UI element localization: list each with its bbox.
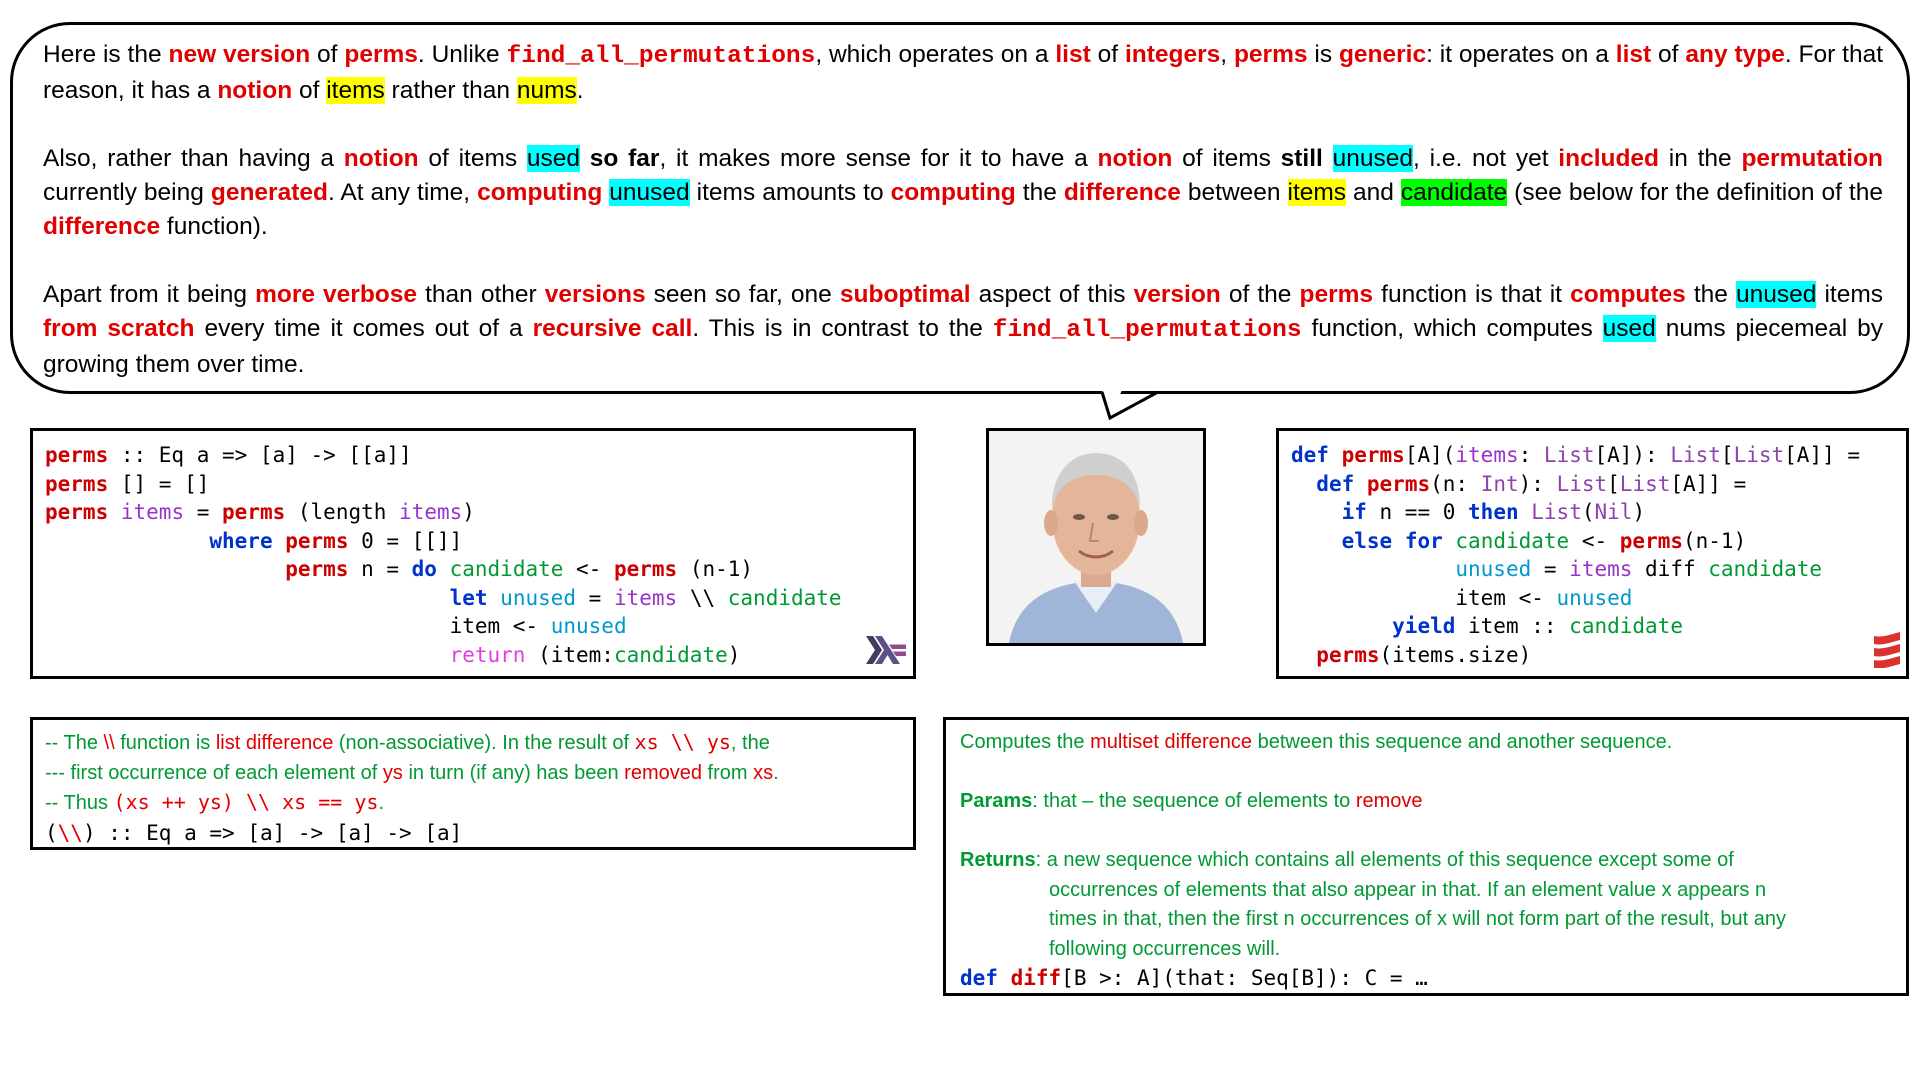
speech-bubble-text [43, 38, 1883, 416]
code-line: where perms 0 = [[]] [209, 528, 463, 553]
paragraph-3: Apart from it being more verbose than other versions seen so far, one suboptimal aspect of this version of the perms function is that it computes the unused items from scratch every time it comes out of a recursive call. This is in contrast to the find_all_permutations function, which computes used nums piecemeal by growing them over time. [43, 281, 1884, 378]
doc-line-2: --- first occurrence of each element of ys in turn (if any) has been removed from xs. [45, 761, 779, 784]
doc-line-3: -- Thus (xs ++ ys) \\ xs == ys. [45, 790, 385, 814]
doc-line-1: -- The \\ function is list difference (non-associative). In the result of xs \\ ys, the [45, 730, 770, 754]
code-line: unused = items diff candidate [1455, 557, 1823, 581]
code-line: return (item:candidate) [449, 642, 741, 667]
doc-returns-line: occurrences of elements that also appear in that. If an element value x appears n [1049, 878, 1767, 901]
doc-signature: (\\) :: Eq a => [a] -> [a] -> [a] [45, 820, 463, 845]
doc-summary: Computes the multiset difference between this sequence and another sequence. [960, 731, 1673, 753]
scala-code-box [1276, 428, 1909, 679]
speaker-photo [986, 428, 1206, 646]
code-line: perms :: Eq a => [a] -> [[a]] [45, 443, 412, 467]
code-line: perms items = perms (length items) [45, 500, 475, 524]
paragraph-2: Also, rather than having a notion of items used so far, it makes more sense for it to have a notion of items still unused, i.e. not yet included in the permutation currently being generated. At any time, computing unused items amounts to computing the difference between items and candidate (see below for the definition of the difference function). [43, 145, 1884, 240]
doc-returns-line: following occurrences will. [1049, 937, 1281, 960]
scala-doc-box [943, 717, 1909, 996]
haskell-code-box [30, 428, 916, 679]
code-line: item <- unused [449, 614, 627, 638]
doc-spacer [960, 758, 1892, 788]
haskell-doc-box [30, 717, 916, 850]
scala-logo-icon [1874, 632, 1900, 668]
code-line: perms n = do candidate <- perms (n-1) [285, 557, 754, 581]
doc-returns-line: times in that, then the first n occurrences of x will not form part of the result, but any [1049, 908, 1787, 930]
doc-signature: def diff[B >: A](that: Seq[B]): C = … [960, 966, 1428, 990]
code-line: else for candidate <- perms(n-1) [1341, 528, 1747, 553]
doc-spacer [960, 817, 1892, 847]
haskell-logo-icon [866, 636, 906, 664]
paragraph-1: Here is the new version of perms. Unlike find_all_permutations, which operates on a list of integers, perms is generic: it operates on a list of any type. For that reason, it has a notion of items rather than nums. [43, 41, 1883, 104]
code-line: let unused = items \\ candidate [449, 585, 842, 610]
code-line: item <- unused [1455, 585, 1633, 610]
code-line: def perms[A](items: List[A]): List[List[A]] = [1291, 443, 1861, 467]
doc-params: Params: that – the sequence of elements to remove [960, 790, 1423, 812]
doc-returns: Returns: a new sequence which contains all elements of this sequence except some of [960, 849, 1734, 871]
code-line: perms(items.size) [1316, 642, 1532, 667]
code-line: perms [] = [] [45, 471, 210, 496]
code-line: yield item :: candidate [1392, 614, 1683, 638]
code-line: if n == 0 then List(Nil) [1341, 500, 1646, 524]
code-line: def perms(n: Int): List[List[A]] = [1316, 471, 1747, 496]
